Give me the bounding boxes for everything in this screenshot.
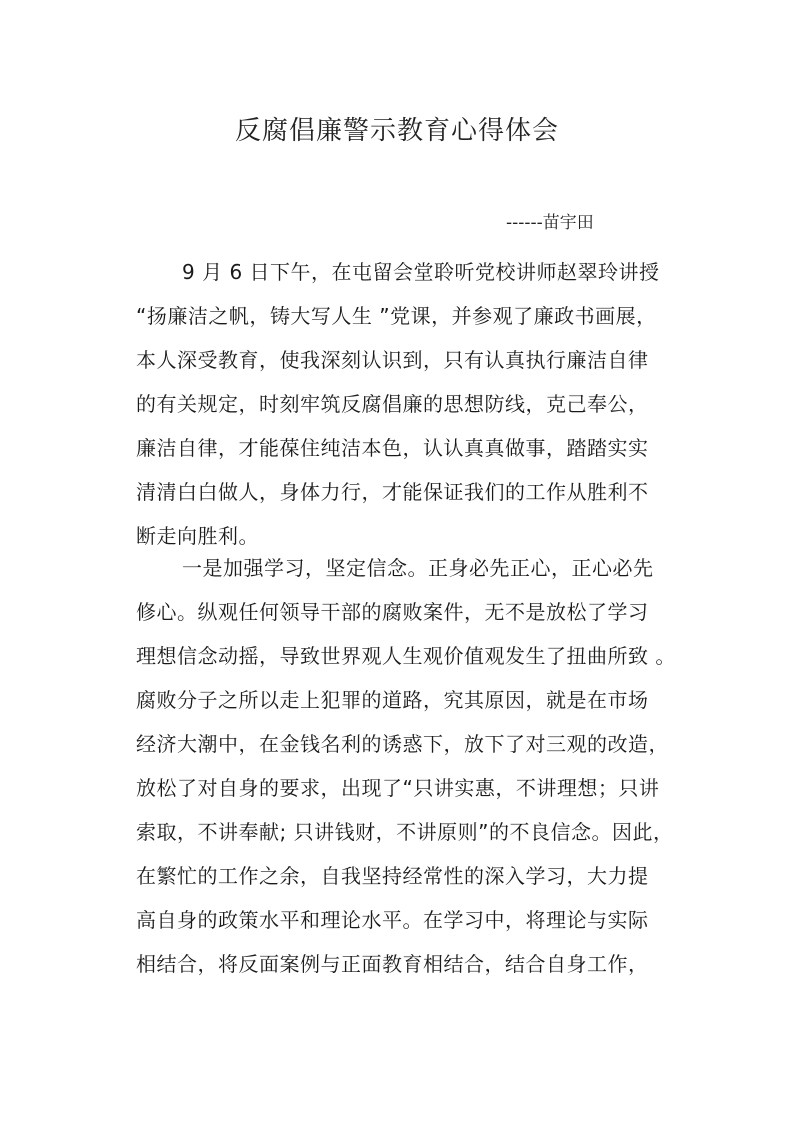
paragraph-line: 理想信念动摇，导致世界观人生观价值观发生了扭曲所致 。 [136, 644, 676, 668]
paragraph-line: 修心。纵观任何领导干部的腐败案件，无不是放松了学习 [136, 600, 649, 624]
paragraph-line: 相结合，将反面案例与正面教育相结合，结合自身工作， [136, 952, 649, 976]
paragraph-2 [136, 546, 676, 986]
paragraph-1 [136, 250, 666, 558]
paragraph-line: 经济大潮中，在金钱名利的诱惑下，放下了对三观的改造， [136, 732, 669, 756]
document-title: 反腐倡廉警示教育心得体会 [234, 116, 559, 146]
paragraph-line: 放松了对自身的要求，出现了“只讲实惠，不讲理想；只讲 [136, 776, 660, 800]
paragraph-line: 的有关规定，时刻牢筑反腐倡廉的思想防线，克己奉公， [136, 392, 649, 416]
paragraph-line: 一是加强学习，坚定信念。正身必先正心，正心必先 [182, 556, 654, 580]
paragraph-line: 本人深受教育，使我深刻认识到，只有认真执行廉洁自律 [136, 348, 649, 372]
paragraph-line: 高自身的政策水平和理论水平。在学习中，将理论与实际 [136, 908, 649, 932]
paragraph-line: 腐败分子之所以走上犯罪的道路，究其原因，就是在市场 [136, 688, 649, 712]
paragraph-line: 索取，不讲奉献; 只讲钱财，不讲原则”的不良信念。因此， [136, 820, 674, 844]
paragraph-line: 在繁忙的工作之余，自我坚持经常性的深入学习，大力提 [136, 864, 649, 888]
paragraph-line: 清清白白做人，身体力行，才能保证我们的工作从胜利不 [136, 480, 649, 504]
paragraph-line: “扬廉洁之帆，铸大写人生 ”党课，并参观了廉政书画展， [136, 304, 657, 328]
document-author: ------苗宇田 [506, 213, 594, 233]
paragraph-line: 9 月 6 日下午，在屯留会堂聆听党校讲师赵翠玲讲授 [182, 260, 660, 284]
paragraph-line: 廉洁自律，才能葆住纯洁本色，认认真真做事，踏踏实实 [136, 436, 649, 460]
paragraph-line: 断走向胜利。 [136, 524, 259, 548]
